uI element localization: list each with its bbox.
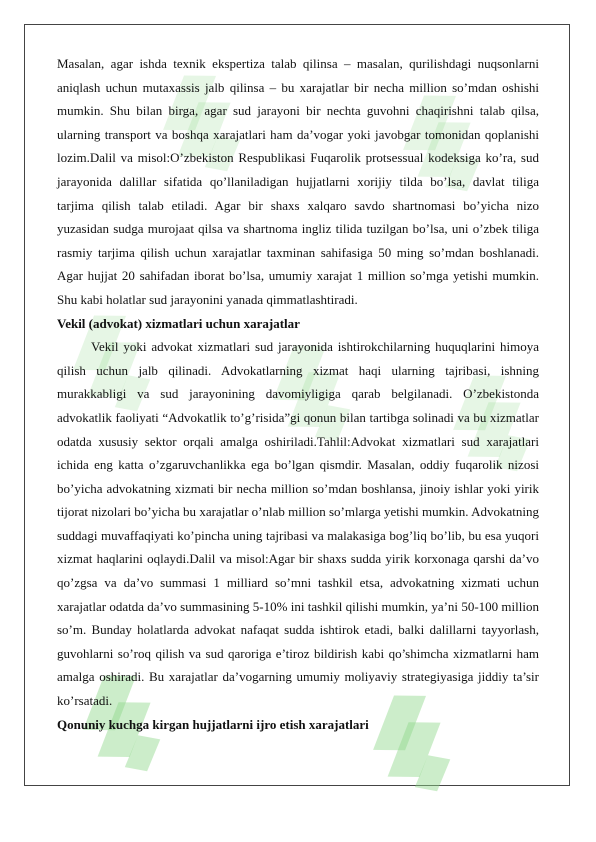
document-body [57,52,539,736]
paragraph: Masalan, agar ishda texnik ekspertiza talab qilinsa – masalan, qurilishdagi nuqsonlarni aniqlash uchun mutaxassis jalb qilinsa – bu xarajatlar bir necha million so’mdan oshishi mumkin. Shu bilan birga, agar sud jarayoni bir nechta guvohni chaqirishni talab qilsa, ularning transport va boshqa xarajatlari ham da’vogar yoki javobgar tomonidan qoplanishi lozim.Dalil va misol:O’zbekiston Respublikasi Fuqarolik protsessual kodeksiga ko’ra, sud jarayonida dalillar sifatida qo’llaniladigan hujjatlarni xorijiy tilda bo’lsa, davlat tiliga tarjima qilish talab etiladi. Agar bir shaxs xalqaro savdo shartnomasi bo’yicha nizo yuzasidan sudga murojaat qilsa va shartnoma ingliz tilida tuzilgan bo’lsa, uni o’zbek tiliga rasmiy tarjima qilish uchun xarajatlar taxminan sahifasiga 50 ming so’mdan boshlanadi. Agar hujjat 20 sahifadan iborat bo’lsa, umumiy xarajat 1 million so’mga yetishi mumkin. Shu kabi holatlar sud jarayonini yanada qimmatlashtiradi. [57,56,539,307]
section-heading: Qonuniy kuchga kirgan hujjatlarni ijro etish xarajatlari [57,716,369,732]
paragraph: Vekil yoki advokat xizmatlari sud jarayonida ishtirokchilarning huquqlarini himoya qilish uchun jalb qilinadi. Advokatlarning xizmat haqi ularning tajribasi, ishning murakkabligi va sud jarayonining davomiyligiga qarab belgilanadi. O’zbekistonda advokatlik faoliyati “Advokatlik to’g’risida”gi qonun bilan tartibga solinadi va bu xizmatlar odatda xususiy sektor orqali amalga oshiriladi.Tahlil:Advokat xizmatlari sud xarajatlari ichida eng katta o’zgaruvchanlikka ega bo’lgan qismdir. Masalan, oddiy fuqarolik nizosi bo’yicha advokatning xizmati bir necha million so’mdan boshlansa, jinoiy ishlar yoki yirik tijorat nizolari bo’yicha bu xarajatlar o’nlab million so’mlarga yetishi mumkin. Advokatning suddagi muvaffaqiyati ko’pincha uning tajribasi va malakasiga bog’liq bo’lib, bu esa yuqori xizmat haqlarini oqlaydi.Dalil va misol:Agar bir shaxs sudda yirik korxonaga qarshi da’vo qo’zgsa va da’vo summasi 1 milliard so’mni tashkil etsa, advokatning xizmati uchun xarajatlar odatda da’vo summasining 5-10% ini tashkil qilishi mumkin, ya’ni 50-100 million so’m. Bunday holatlarda advokat nafaqat sudda ishtirok etadi, balki dalillarni tayyorlash, guvohlarni so’roq qilish va sud qaroriga e’tiroz bildirish kabi qo’shimcha xizmatlarni ham amalga oshiradi. Bu xarajatlar da’vogarning umumiy moliyaviy strategiyasiga jiddiy ta’sir ko’rsatadi. [57,339,539,709]
section-heading: Vekil (advokat) xizmatlari uchun xarajatlar [57,315,300,331]
